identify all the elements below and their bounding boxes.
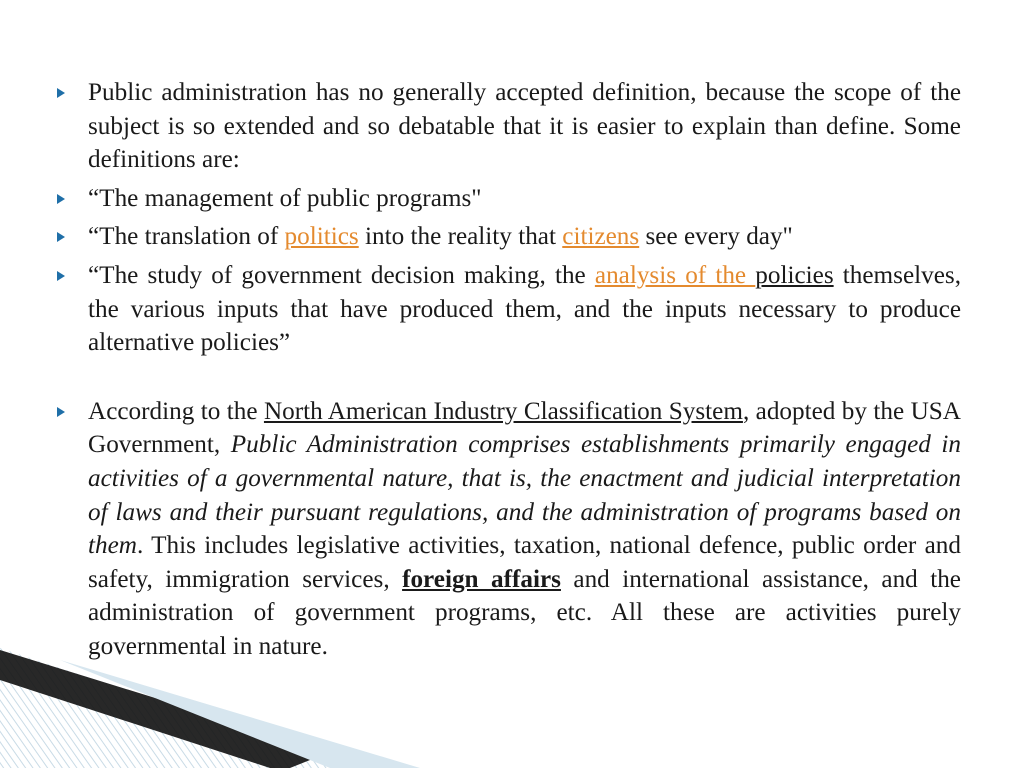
bullet-list: [57, 76, 961, 669]
bullet-text: and international assistance, and the administration of government programs, etc. All these are activities purely governmental in nature.: [88, 565, 961, 660]
bullet-text: According to the: [88, 397, 264, 425]
bullet-arrow-icon: [57, 232, 65, 242]
bullet-text: see every day": [639, 223, 793, 251]
link-policies[interactable]: policies: [755, 261, 834, 289]
link-foreign-affairs[interactable]: foreign affairs: [402, 565, 561, 593]
link-citizens[interactable]: citizens: [562, 223, 640, 251]
bullet-item-1: [57, 76, 961, 177]
bullet-arrow-icon: [57, 194, 65, 204]
bullet-arrow-icon: [57, 88, 65, 98]
bullet-arrow-icon: [57, 407, 65, 417]
bullet-item-2: [57, 182, 961, 216]
link-naics[interactable]: North American Industry Classification System: [263, 397, 743, 425]
link-analysis-of-the[interactable]: analysis of the: [594, 261, 756, 289]
bullet-item-3: [57, 220, 961, 254]
bullet-text: “The management of public programs": [88, 184, 482, 212]
bullet-text: , adopted by the USA Government,: [88, 397, 961, 459]
bullet-text: “The translation of: [88, 223, 285, 251]
bullet-text: Public administration has no generally accepted definition, because the scope of the subject is so extended and so debatable that it is easier to explain than define. Some definitions are:: [88, 79, 961, 174]
bullet-text: . This includes legislative activities, taxation, national defence, public order and safety, immigration services,: [88, 532, 961, 593]
bullet-item-5: [57, 395, 961, 664]
bullet-text: into the reality that: [358, 223, 563, 251]
italic-definition: Public Administration comprises establishments primarily engaged in activities of a governmental nature, that is, the enactment and judicial interpretation of laws and their pursuant regulations, and the administration of programs based on them: [88, 431, 961, 560]
bullet-arrow-icon: [57, 271, 65, 281]
link-politics[interactable]: politics: [284, 223, 359, 251]
bullet-item-4: [57, 259, 961, 360]
bullet-text: themselves, the various inputs that have produced them, and the inputs necessary to produce alternative policies”: [88, 261, 961, 357]
bullet-text: “The study of government decision making, the: [88, 261, 595, 289]
